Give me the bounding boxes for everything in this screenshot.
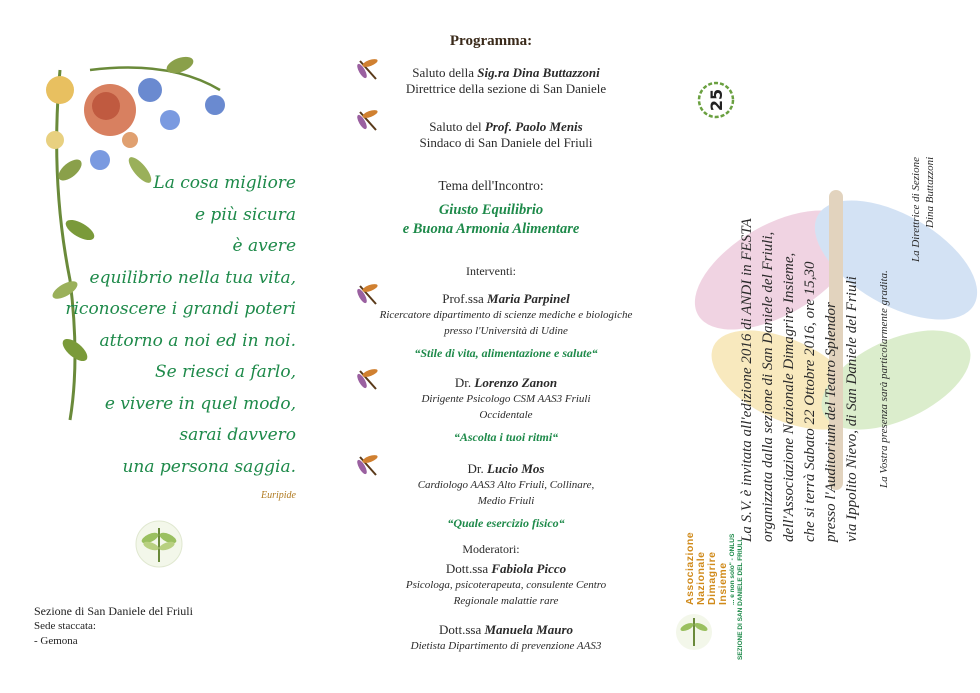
- speaker-role: Dirigente Psicologo CSM AAS3 Friuli Occidentale: [421, 393, 591, 421]
- saluto-name: Sig.ra Dina Buttazzoni: [477, 65, 600, 80]
- address-line: Sezione di San Daniele del Friuli: [34, 604, 193, 618]
- speaker-role: Ricercatore dipartimento di scienze mediche e biologiche presso l'Università di Udine: [379, 309, 633, 337]
- org-section: SEZIONE DI SAN DANIELE DEL FRIULI: [737, 539, 744, 660]
- tema-title: [326, 201, 656, 239]
- quote-line: è avere: [232, 236, 296, 256]
- moderatori-label: Moderatori:: [462, 542, 520, 556]
- speaker-prefix: Dr.: [467, 461, 488, 476]
- speaker-name: Lucio Mos: [487, 461, 545, 476]
- quote-line: e vivere in quel modo,: [104, 393, 296, 414]
- moderator-role: Dietista Dipartimento di prevenzione AAS3: [410, 640, 602, 652]
- saluto-1: [356, 65, 656, 97]
- moderator-name: Fabiola Picco: [491, 561, 567, 576]
- saluto-prefix: Saluto del: [429, 119, 485, 134]
- dragonfly-logo-icon: [134, 518, 184, 570]
- org-subtitle: ... e non solo" - ONLUS: [729, 533, 736, 605]
- quote-line: attorno a noi ed in noi.: [99, 330, 296, 351]
- quote-line: La cosa migliore: [153, 173, 296, 193]
- invite-line: via Ippolito Nievo, di San Daniele del Friuli: [844, 276, 860, 542]
- quote-line: sarai davvero: [179, 425, 296, 445]
- talk-title: “Ascolta i tuoi ritmi“: [453, 430, 559, 444]
- invite-line: organizzata dalla sezione di San Daniele del Friuli,: [760, 231, 776, 542]
- quote-line: riconoscere i grandi poteri: [65, 299, 296, 319]
- tema-line: e Buona Armonia Alimentare: [402, 221, 580, 237]
- moderator-role: Psicologa, psicoterapeuta, consulente Centro Regionale malattie rare: [405, 579, 607, 607]
- intervento-2: [356, 375, 656, 445]
- quote-author: Euripide: [261, 490, 296, 501]
- moderator-prefix: Dott.ssa: [445, 561, 492, 576]
- org-line: Associazione: [684, 531, 696, 605]
- left-panel: [0, 0, 326, 693]
- address-line: Sede staccata:: [34, 620, 96, 632]
- talk-title: “Stile di vita, alimentazione e salute“: [414, 346, 598, 360]
- saluto-role: Sindaco di San Daniele del Friuli: [419, 135, 593, 150]
- saluto-prefix: Saluto della: [412, 65, 478, 80]
- saluto-name: Prof. Paolo Menis: [484, 119, 583, 134]
- section-address: [34, 604, 193, 649]
- anniversary-badge-icon: [696, 80, 736, 120]
- invitation-panel: [656, 0, 980, 693]
- quote-line: Se riesci a farlo,: [155, 362, 296, 382]
- quote-line: una persona saggia.: [122, 456, 296, 477]
- badge-number: 25: [707, 88, 726, 112]
- interventi-label: Interventi:: [466, 264, 516, 278]
- saluto-role: Direttrice della sezione di San Daniele: [405, 81, 607, 96]
- quote-line: e più sicura: [194, 204, 296, 225]
- invite-line: dell'Associazione Nazionale Dimagrire Insieme,: [781, 252, 797, 542]
- dragonfly-logo-icon: [674, 612, 714, 652]
- quote: [60, 168, 296, 483]
- program-title: Programma:: [449, 33, 533, 49]
- signature-line: Dina Buttazzoni: [924, 156, 936, 228]
- speaker-name: Lorenzo Zanon: [474, 375, 558, 390]
- org-line: Dimagrire: [706, 551, 718, 605]
- speaker-name: Maria Parpinel: [487, 291, 570, 306]
- moderatore-1: [356, 561, 656, 609]
- address-line: - Gemona: [34, 635, 78, 647]
- presence-note: La Vostra presenza sarà particolarmente gradita.: [878, 270, 890, 488]
- invite-line: che si terrà Sabato 22 Ottobre 2016, ore 15,30: [802, 261, 818, 542]
- speaker-role: Cardiologo AAS3 Alto Friuli, Collinare, Medio Friuli: [417, 479, 595, 507]
- invite-line: La S.V. è invitata all'edizione 2016 di ANDI in FESTA: [739, 218, 755, 542]
- saluto-2: [356, 119, 656, 151]
- tema-label: Tema dell'Incontro:: [438, 178, 544, 193]
- speaker-prefix: Dr.: [454, 375, 475, 390]
- moderator-name: Manuela Mauro: [484, 622, 573, 637]
- tema-line: Giusto Equilibrio: [438, 202, 544, 218]
- talk-title: “Quale esercizio fisico“: [447, 516, 565, 530]
- speaker-prefix: Prof.ssa: [442, 291, 488, 306]
- signature-line: La Direttrice di Sezione: [910, 157, 922, 262]
- intervento-3: [356, 461, 656, 531]
- org-line: Nazionale: [695, 551, 707, 605]
- program-panel: [326, 0, 656, 693]
- invite-line: presso l'Auditorium del Teatro Splendor: [823, 302, 839, 542]
- org-line: Insieme: [717, 562, 729, 605]
- intervento-1: [356, 291, 656, 361]
- moderator-prefix: Dott.ssa: [439, 622, 485, 637]
- moderatore-2: [356, 622, 656, 654]
- quote-line: equilibrio nella tua vita,: [89, 267, 296, 288]
